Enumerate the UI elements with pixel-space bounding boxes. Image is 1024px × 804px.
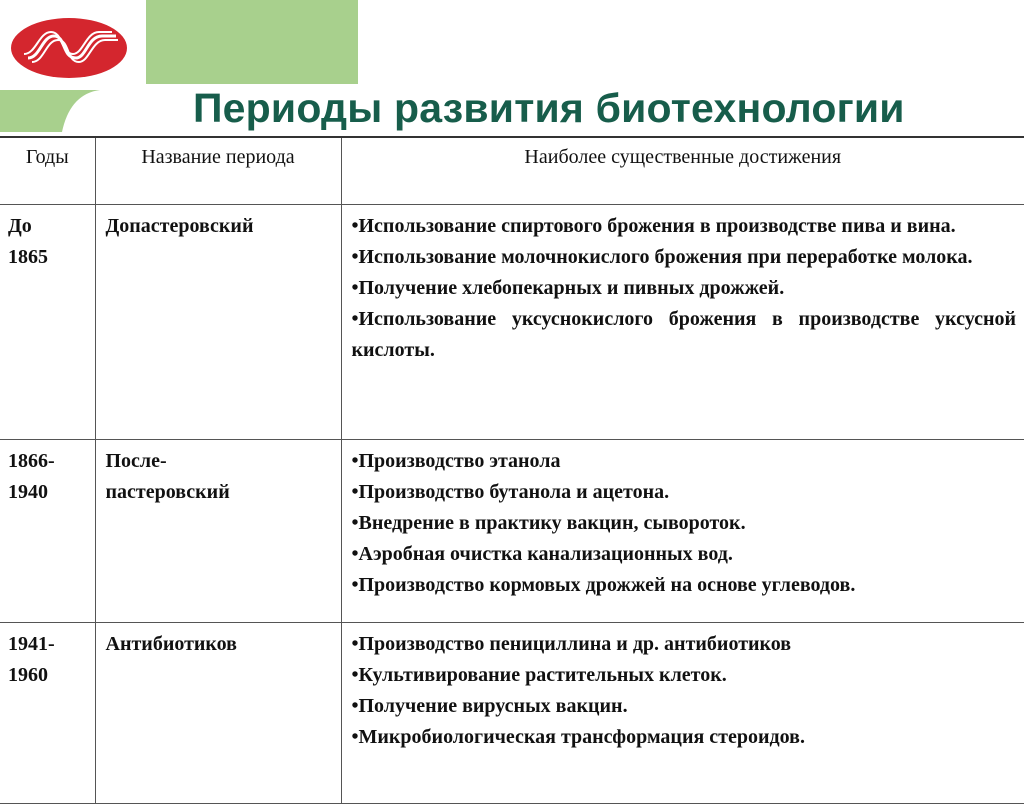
achievements-cell	[341, 440, 1024, 623]
years-line: 1960	[8, 664, 48, 686]
years-line: 1865	[8, 246, 48, 268]
achievement-item: •Внедрение в практику вакцин, сывороток.	[351, 512, 746, 534]
years-line: 1866-	[8, 450, 55, 472]
achievement-item: •Использование спиртового брожения в производстве пива и вина.	[351, 215, 956, 237]
page-title: Периоды развития биотехнологии	[193, 85, 905, 131]
table-row	[0, 440, 1024, 623]
years-line: До	[8, 215, 32, 237]
years-cell	[0, 440, 95, 623]
period-name-line: пастеровский	[105, 481, 230, 503]
achievement-item: •Получение хлебопекарных и пивных дрожжей.	[351, 277, 785, 299]
years-cell	[0, 623, 95, 804]
achievement-item: •Получение вирусных вакцин.	[351, 695, 628, 717]
table-row	[0, 205, 1024, 440]
achievement-item: •Культивирование растительных клеток.	[351, 664, 727, 686]
red-oval-logo-icon	[6, 14, 132, 82]
achievements-cell	[341, 623, 1024, 804]
header-years: Годы	[0, 137, 95, 205]
achievement-item: •Аэробная очистка канализационных вод.	[351, 543, 733, 565]
achievement-item: •Использование уксуснокислого брожения в производстве уксусной кислоты.	[351, 308, 1016, 361]
achievement-item: •Производство бутанола и ацетона.	[351, 481, 670, 503]
years-cell	[0, 205, 95, 440]
decor-green-curve	[0, 90, 100, 132]
achievement-item: •Производство этанола	[351, 450, 561, 472]
achievement-item: •Производство пенициллина и др. антибиотиков	[351, 633, 792, 655]
years-line: 1941-	[8, 633, 55, 655]
period-name-line: После-	[105, 450, 167, 472]
achievement-item: •Микробиологическая трансформация стероидов.	[351, 726, 805, 748]
decor-green-block	[146, 0, 358, 84]
achievements-cell	[341, 205, 1024, 440]
period-name-cell	[95, 205, 341, 440]
header-achievements: Наиболее существенные достижения	[341, 137, 1024, 205]
header-period-name: Название периода	[95, 137, 341, 205]
achievement-item: •Производство кормовых дрожжей на основе углеводов.	[351, 574, 856, 596]
table-header-row	[0, 137, 1024, 205]
table-row	[0, 623, 1024, 804]
period-name-cell	[95, 440, 341, 623]
period-name-cell	[95, 623, 341, 804]
period-name-line: Антибиотиков	[105, 633, 237, 655]
achievement-item: •Использование молочнокислого брожения при переработке молока.	[351, 246, 973, 268]
period-name-line: Допастеровский	[105, 215, 254, 237]
years-line: 1940	[8, 481, 48, 503]
periods-table	[0, 136, 1024, 804]
